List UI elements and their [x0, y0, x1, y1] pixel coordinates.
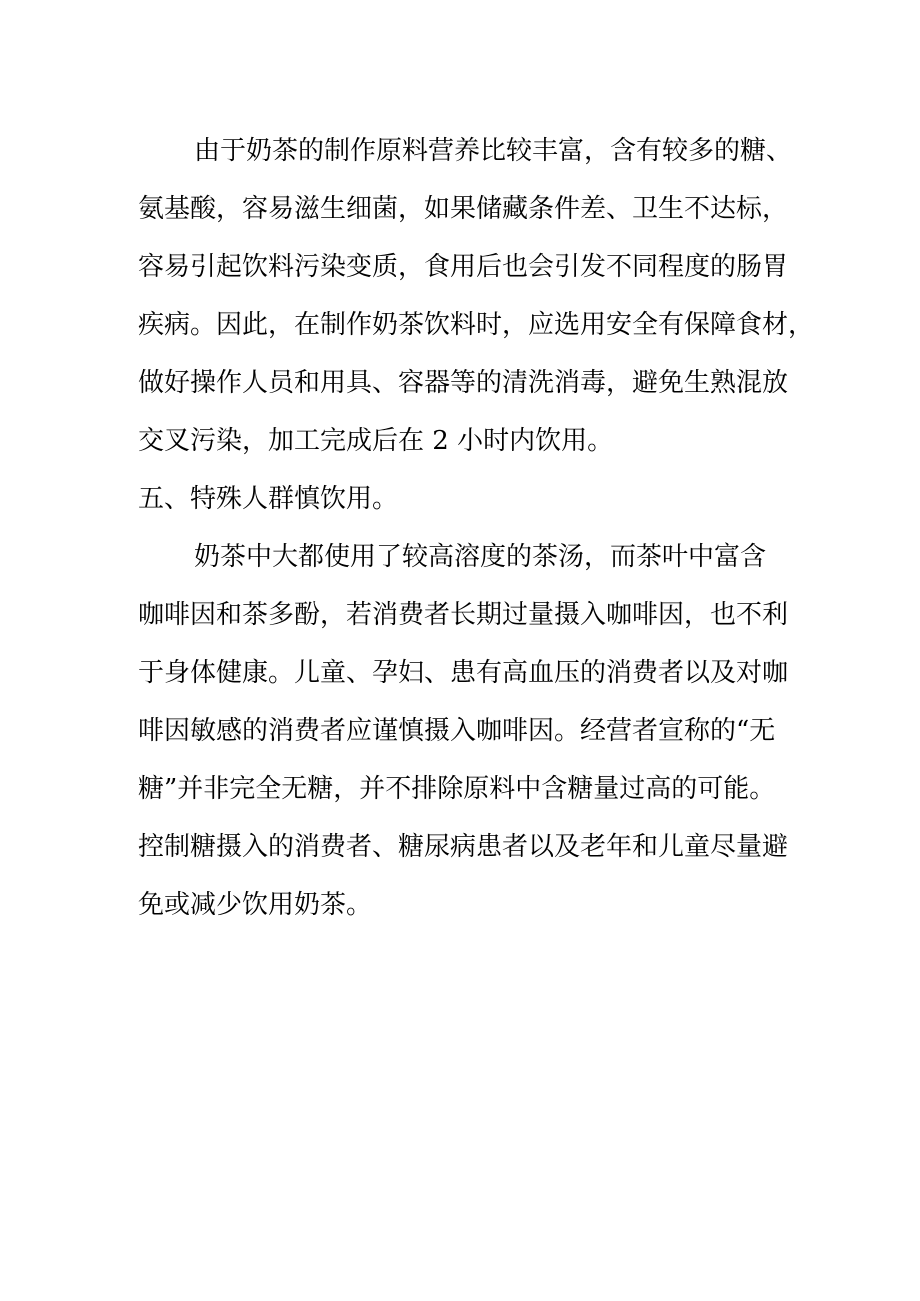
document-body: [138, 122, 815, 934]
paragraph-special-groups: [138, 528, 798, 934]
paragraph-line: 控制糖摄入的消费者、糖尿病患者以及老年和儿童尽量避: [138, 832, 789, 862]
paragraph-line: 于身体健康。儿童、孕妇、患有高血压的消费者以及对咖: [138, 658, 789, 688]
paragraph-line: 免或减少饮用奶茶。: [138, 890, 373, 920]
paragraph-line: 交叉污染，加工完成后在 2 小时内饮用。: [138, 426, 614, 456]
paragraph-line: 啡因敏感的消费者应谨慎摄入咖啡因。经营者宣称的“无: [138, 716, 776, 746]
paragraph-line: 咖啡因和茶多酚，若消费者长期过量摄入咖啡因，也不利: [138, 600, 789, 630]
section-heading-five: 五、特殊人群慎饮用。: [138, 484, 399, 514]
paragraph-line: 做好操作人员和用具、容器等的清洗消毒，避免生熟混放: [138, 368, 789, 398]
paragraph-line: 糖”并非完全无糖，并不排除原料中含糖量过高的可能。: [138, 774, 776, 804]
paragraph-line: 疾病。因此，在制作奶茶饮料时，应选用安全有保障食材，: [138, 310, 815, 340]
paragraph-line: 容易引起饮料污染变质，食用后也会引发不同程度的肠胃: [138, 252, 789, 282]
paragraph-food-safety: [138, 122, 815, 470]
paragraph-line: 氨基酸，容易滋生细菌，如果储藏条件差、卫生不达标，: [138, 194, 789, 224]
paragraph-line: 由于奶茶的制作原料营养比较丰富，含有较多的糖、: [194, 136, 793, 166]
paragraph-line: 奶茶中大都使用了较高溶度的茶汤，而茶叶中富含: [194, 542, 767, 572]
